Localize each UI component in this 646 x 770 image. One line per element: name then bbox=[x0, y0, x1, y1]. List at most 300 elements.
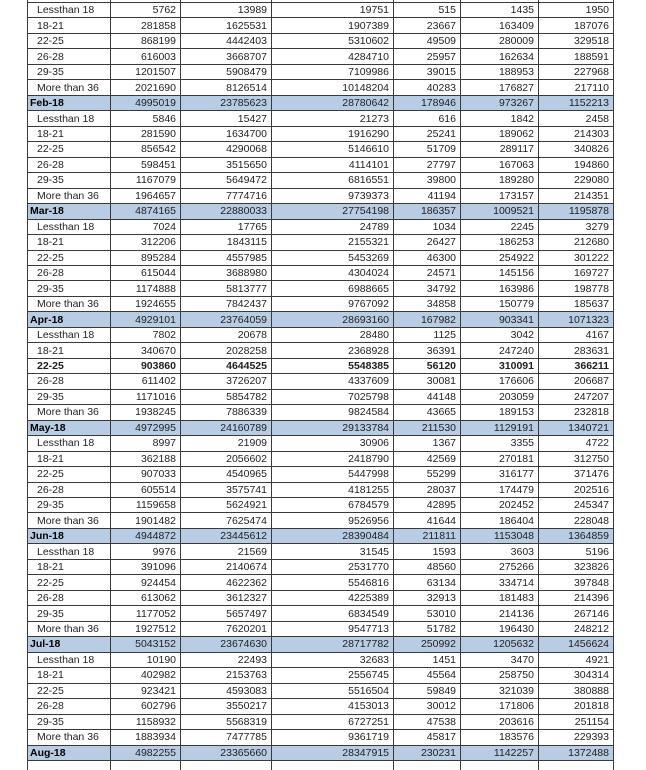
value-cell[interactable]: 7842437 bbox=[181, 297, 272, 312]
value-cell[interactable]: 30012 bbox=[394, 699, 461, 714]
value-cell[interactable]: 2245 bbox=[461, 220, 539, 235]
value-cell[interactable]: 171806 bbox=[461, 699, 539, 714]
row-label-cell[interactable]: Apr-18 bbox=[27, 312, 111, 327]
value-cell[interactable]: 6834549 bbox=[272, 606, 394, 621]
value-cell[interactable]: 6784579 bbox=[272, 498, 394, 513]
value-cell[interactable]: 1593 bbox=[394, 544, 461, 559]
value-cell[interactable]: 1938245 bbox=[111, 405, 181, 420]
value-cell[interactable]: 6727251 bbox=[272, 715, 394, 730]
value-cell[interactable]: 903860 bbox=[111, 359, 181, 374]
value-cell[interactable]: 5546816 bbox=[272, 575, 394, 590]
value-cell[interactable]: 4972995 bbox=[111, 421, 181, 436]
value-cell[interactable]: 7886339 bbox=[181, 405, 272, 420]
value-cell[interactable]: 63134 bbox=[394, 575, 461, 590]
value-cell[interactable]: 1924655 bbox=[111, 297, 181, 312]
value-cell[interactable]: 167982 bbox=[394, 312, 461, 327]
value-cell[interactable]: 5813777 bbox=[181, 281, 272, 296]
value-cell[interactable]: 22880033 bbox=[181, 204, 272, 219]
value-cell[interactable]: 281590 bbox=[111, 127, 181, 142]
value-cell[interactable]: 3042 bbox=[461, 328, 539, 343]
value-cell[interactable]: 1201507 bbox=[111, 65, 181, 80]
value-cell[interactable]: 4644525 bbox=[181, 359, 272, 374]
value-cell[interactable]: 4921 bbox=[539, 653, 614, 668]
row-label-cell[interactable] bbox=[27, 761, 111, 770]
value-cell[interactable]: 1435 bbox=[461, 3, 539, 18]
value-cell[interactable]: 1153048 bbox=[461, 529, 539, 544]
value-cell[interactable]: 1883934 bbox=[111, 730, 181, 745]
value-cell[interactable]: 4982255 bbox=[111, 746, 181, 761]
value-cell[interactable]: 1159658 bbox=[111, 498, 181, 513]
value-cell[interactable]: 2556745 bbox=[272, 668, 394, 683]
value-cell[interactable]: 48560 bbox=[394, 560, 461, 575]
value-cell[interactable]: 51782 bbox=[394, 622, 461, 637]
value-cell[interactable]: 28390484 bbox=[272, 529, 394, 544]
value-cell[interactable]: 24789 bbox=[272, 220, 394, 235]
value-cell[interactable]: 598451 bbox=[111, 158, 181, 173]
value-cell[interactable]: 280009 bbox=[461, 34, 539, 49]
value-cell[interactable]: 973267 bbox=[461, 96, 539, 111]
value-cell[interactable]: 254922 bbox=[461, 251, 539, 266]
value-cell[interactable]: 4722 bbox=[539, 436, 614, 451]
value-cell[interactable]: 23667 bbox=[394, 18, 461, 33]
value-cell[interactable]: 214303 bbox=[539, 127, 614, 142]
row-label-cell[interactable]: 26-28 bbox=[27, 49, 111, 64]
value-cell[interactable]: 20678 bbox=[181, 328, 272, 343]
value-cell[interactable]: 611402 bbox=[111, 374, 181, 389]
value-cell[interactable]: 391096 bbox=[111, 560, 181, 575]
value-cell[interactable]: 5196 bbox=[539, 544, 614, 559]
row-label-cell[interactable]: 18-21 bbox=[27, 127, 111, 142]
value-cell[interactable]: 230231 bbox=[394, 746, 461, 761]
value-cell[interactable]: 312206 bbox=[111, 235, 181, 250]
value-cell[interactable]: 4304024 bbox=[272, 266, 394, 281]
value-cell[interactable]: 162634 bbox=[461, 49, 539, 64]
value-cell[interactable]: 310091 bbox=[461, 359, 539, 374]
value-cell[interactable]: 214396 bbox=[539, 591, 614, 606]
row-label-cell[interactable]: 18-21 bbox=[27, 18, 111, 33]
row-label-cell[interactable]: 29-35 bbox=[27, 606, 111, 621]
row-label-cell[interactable]: 22-25 bbox=[27, 684, 111, 699]
value-cell[interactable]: 46300 bbox=[394, 251, 461, 266]
value-cell[interactable]: 188591 bbox=[539, 49, 614, 64]
value-cell[interactable]: 32913 bbox=[394, 591, 461, 606]
value-cell[interactable]: 189153 bbox=[461, 405, 539, 420]
value-cell[interactable]: 4181255 bbox=[272, 483, 394, 498]
value-cell[interactable]: 316177 bbox=[461, 467, 539, 482]
value-cell[interactable]: 25241 bbox=[394, 127, 461, 142]
row-label-cell[interactable]: 29-35 bbox=[27, 498, 111, 513]
value-cell[interactable]: 31545 bbox=[272, 544, 394, 559]
value-cell[interactable]: 4593083 bbox=[181, 684, 272, 699]
row-label-cell[interactable]: Lessthan 18 bbox=[27, 111, 111, 126]
value-cell[interactable] bbox=[394, 761, 461, 770]
value-cell[interactable]: 41644 bbox=[394, 513, 461, 528]
value-cell[interactable]: 176606 bbox=[461, 374, 539, 389]
value-cell[interactable]: 53010 bbox=[394, 606, 461, 621]
value-cell[interactable]: 1927512 bbox=[111, 622, 181, 637]
row-label-cell[interactable]: Lessthan 18 bbox=[27, 3, 111, 18]
value-cell[interactable]: 19751 bbox=[272, 3, 394, 18]
value-cell[interactable]: 289117 bbox=[461, 142, 539, 157]
value-cell[interactable]: 2531770 bbox=[272, 560, 394, 575]
row-label-cell[interactable]: More than 36 bbox=[27, 513, 111, 528]
value-cell[interactable]: 194860 bbox=[539, 158, 614, 173]
row-label-cell[interactable]: Jul-18 bbox=[27, 637, 111, 652]
value-cell[interactable]: 9526956 bbox=[272, 513, 394, 528]
value-cell[interactable]: 301222 bbox=[539, 251, 614, 266]
row-label-cell[interactable]: Lessthan 18 bbox=[27, 653, 111, 668]
value-cell[interactable]: 178946 bbox=[394, 96, 461, 111]
value-cell[interactable]: 5657497 bbox=[181, 606, 272, 621]
value-cell[interactable]: 203616 bbox=[461, 715, 539, 730]
value-cell[interactable]: 323826 bbox=[539, 560, 614, 575]
value-cell[interactable]: 44148 bbox=[394, 390, 461, 405]
value-cell[interactable]: 214351 bbox=[539, 189, 614, 204]
value-cell[interactable]: 7109986 bbox=[272, 65, 394, 80]
value-cell[interactable]: 163986 bbox=[461, 281, 539, 296]
row-label-cell[interactable]: Mar-18 bbox=[27, 204, 111, 219]
value-cell[interactable]: 3668707 bbox=[181, 49, 272, 64]
value-cell[interactable]: 4167 bbox=[539, 328, 614, 343]
value-cell[interactable]: 163409 bbox=[461, 18, 539, 33]
value-cell[interactable]: 1634700 bbox=[181, 127, 272, 142]
value-cell[interactable]: 1174888 bbox=[111, 281, 181, 296]
value-cell[interactable]: 28480 bbox=[272, 328, 394, 343]
value-cell[interactable]: 1177052 bbox=[111, 606, 181, 621]
value-cell[interactable]: 7477785 bbox=[181, 730, 272, 745]
value-cell[interactable]: 28693160 bbox=[272, 312, 394, 327]
value-cell[interactable]: 329518 bbox=[539, 34, 614, 49]
value-cell[interactable]: 245347 bbox=[539, 498, 614, 513]
value-cell[interactable]: 4995019 bbox=[111, 96, 181, 111]
row-label-cell[interactable]: 22-25 bbox=[27, 359, 111, 374]
value-cell[interactable]: 380888 bbox=[539, 684, 614, 699]
value-cell[interactable] bbox=[461, 761, 539, 770]
value-cell[interactable]: 186404 bbox=[461, 513, 539, 528]
row-label-cell[interactable]: Aug-18 bbox=[27, 746, 111, 761]
value-cell[interactable]: 28780642 bbox=[272, 96, 394, 111]
value-cell[interactable]: 228048 bbox=[539, 513, 614, 528]
value-cell[interactable]: 4442403 bbox=[181, 34, 272, 49]
value-cell[interactable]: 5548385 bbox=[272, 359, 394, 374]
value-cell[interactable]: 1842 bbox=[461, 111, 539, 126]
value-cell[interactable]: 1367 bbox=[394, 436, 461, 451]
value-cell[interactable]: 312750 bbox=[539, 452, 614, 467]
value-cell[interactable]: 42569 bbox=[394, 452, 461, 467]
value-cell[interactable]: 1129191 bbox=[461, 421, 539, 436]
value-cell[interactable]: 4929101 bbox=[111, 312, 181, 327]
row-label-cell[interactable]: More than 36 bbox=[27, 405, 111, 420]
value-cell[interactable]: 7802 bbox=[111, 328, 181, 343]
value-cell[interactable]: 9361719 bbox=[272, 730, 394, 745]
value-cell[interactable]: 188953 bbox=[461, 65, 539, 80]
value-cell[interactable]: 23674630 bbox=[181, 637, 272, 652]
value-cell[interactable]: 1451 bbox=[394, 653, 461, 668]
row-label-cell[interactable]: 29-35 bbox=[27, 173, 111, 188]
value-cell[interactable]: 189062 bbox=[461, 127, 539, 142]
value-cell[interactable]: 17765 bbox=[181, 220, 272, 235]
value-cell[interactable]: 15427 bbox=[181, 111, 272, 126]
value-cell[interactable]: 232818 bbox=[539, 405, 614, 420]
value-cell[interactable]: 1195878 bbox=[539, 204, 614, 219]
value-cell[interactable]: 2368928 bbox=[272, 343, 394, 358]
row-label-cell[interactable]: More than 36 bbox=[27, 622, 111, 637]
value-cell[interactable]: 3515650 bbox=[181, 158, 272, 173]
value-cell[interactable]: 1142257 bbox=[461, 746, 539, 761]
value-cell[interactable]: 9824584 bbox=[272, 405, 394, 420]
value-cell[interactable]: 907033 bbox=[111, 467, 181, 482]
value-cell[interactable]: 4284710 bbox=[272, 49, 394, 64]
value-cell[interactable]: 45817 bbox=[394, 730, 461, 745]
value-cell[interactable]: 28717782 bbox=[272, 637, 394, 652]
value-cell[interactable]: 5146610 bbox=[272, 142, 394, 157]
value-cell[interactable]: 173157 bbox=[461, 189, 539, 204]
value-cell[interactable]: 1152213 bbox=[539, 96, 614, 111]
value-cell[interactable]: 39015 bbox=[394, 65, 461, 80]
value-cell[interactable]: 1158932 bbox=[111, 715, 181, 730]
value-cell[interactable]: 2140674 bbox=[181, 560, 272, 575]
row-label-cell[interactable]: 26-28 bbox=[27, 158, 111, 173]
value-cell[interactable]: 2021690 bbox=[111, 80, 181, 95]
value-cell[interactable]: 27797 bbox=[394, 158, 461, 173]
value-cell[interactable]: 1205632 bbox=[461, 637, 539, 652]
value-cell[interactable]: 251154 bbox=[539, 715, 614, 730]
value-cell[interactable]: 4944872 bbox=[111, 529, 181, 544]
value-cell[interactable]: 21273 bbox=[272, 111, 394, 126]
value-cell[interactable]: 3603 bbox=[461, 544, 539, 559]
value-cell[interactable]: 340670 bbox=[111, 343, 181, 358]
value-cell[interactable]: 8997 bbox=[111, 436, 181, 451]
value-cell[interactable]: 856542 bbox=[111, 142, 181, 157]
value-cell[interactable]: 43665 bbox=[394, 405, 461, 420]
value-cell[interactable]: 3470 bbox=[461, 653, 539, 668]
value-cell[interactable]: 895284 bbox=[111, 251, 181, 266]
value-cell[interactable]: 267146 bbox=[539, 606, 614, 621]
row-label-cell[interactable]: 26-28 bbox=[27, 483, 111, 498]
value-cell[interactable]: 515 bbox=[394, 3, 461, 18]
value-cell[interactable]: 247207 bbox=[539, 390, 614, 405]
value-cell[interactable] bbox=[539, 761, 614, 770]
value-cell[interactable]: 10148204 bbox=[272, 80, 394, 95]
value-cell[interactable]: 9976 bbox=[111, 544, 181, 559]
value-cell[interactable]: 1916290 bbox=[272, 127, 394, 142]
row-label-cell[interactable]: Feb-18 bbox=[27, 96, 111, 111]
value-cell[interactable]: 28347915 bbox=[272, 746, 394, 761]
value-cell[interactable]: 5043152 bbox=[111, 637, 181, 652]
value-cell[interactable]: 198778 bbox=[539, 281, 614, 296]
value-cell[interactable]: 1340721 bbox=[539, 421, 614, 436]
value-cell[interactable]: 868199 bbox=[111, 34, 181, 49]
value-cell[interactable]: 202452 bbox=[461, 498, 539, 513]
row-label-cell[interactable]: Lessthan 18 bbox=[27, 436, 111, 451]
value-cell[interactable]: 39800 bbox=[394, 173, 461, 188]
value-cell[interactable]: 2458 bbox=[539, 111, 614, 126]
value-cell[interactable]: 3575741 bbox=[181, 483, 272, 498]
value-cell[interactable]: 5762 bbox=[111, 3, 181, 18]
row-label-cell[interactable]: May-18 bbox=[27, 421, 111, 436]
value-cell[interactable]: 21569 bbox=[181, 544, 272, 559]
row-label-cell[interactable]: More than 36 bbox=[27, 80, 111, 95]
value-cell[interactable]: 2153763 bbox=[181, 668, 272, 683]
row-label-cell[interactable]: 18-21 bbox=[27, 343, 111, 358]
value-cell[interactable]: 5447998 bbox=[272, 467, 394, 482]
value-cell[interactable]: 270181 bbox=[461, 452, 539, 467]
value-cell[interactable]: 47538 bbox=[394, 715, 461, 730]
row-label-cell[interactable]: 22-25 bbox=[27, 575, 111, 590]
row-label-cell[interactable]: 26-28 bbox=[27, 266, 111, 281]
value-cell[interactable]: 4337609 bbox=[272, 374, 394, 389]
row-label-cell[interactable]: 26-28 bbox=[27, 374, 111, 389]
value-cell[interactable]: 4557985 bbox=[181, 251, 272, 266]
value-cell[interactable]: 923421 bbox=[111, 684, 181, 699]
value-cell[interactable]: 1843115 bbox=[181, 235, 272, 250]
value-cell[interactable]: 30081 bbox=[394, 374, 461, 389]
value-cell[interactable]: 25957 bbox=[394, 49, 461, 64]
value-cell[interactable]: 59849 bbox=[394, 684, 461, 699]
value-cell[interactable]: 29133784 bbox=[272, 421, 394, 436]
value-cell[interactable]: 1034 bbox=[394, 220, 461, 235]
value-cell[interactable]: 371476 bbox=[539, 467, 614, 482]
value-cell[interactable]: 1364859 bbox=[539, 529, 614, 544]
value-cell[interactable]: 5310602 bbox=[272, 34, 394, 49]
value-cell[interactable]: 402982 bbox=[111, 668, 181, 683]
value-cell[interactable]: 167063 bbox=[461, 158, 539, 173]
value-cell[interactable]: 283631 bbox=[539, 343, 614, 358]
value-cell[interactable]: 304314 bbox=[539, 668, 614, 683]
row-label-cell[interactable]: Lessthan 18 bbox=[27, 220, 111, 235]
value-cell[interactable]: 212680 bbox=[539, 235, 614, 250]
value-cell[interactable]: 40283 bbox=[394, 80, 461, 95]
value-cell[interactable]: 248212 bbox=[539, 622, 614, 637]
row-label-cell[interactable]: Lessthan 18 bbox=[27, 544, 111, 559]
value-cell[interactable]: 616 bbox=[394, 111, 461, 126]
row-label-cell[interactable]: 18-21 bbox=[27, 452, 111, 467]
value-cell[interactable]: 145156 bbox=[461, 266, 539, 281]
row-label-cell[interactable]: Lessthan 18 bbox=[27, 328, 111, 343]
value-cell[interactable] bbox=[111, 761, 181, 770]
row-label-cell[interactable]: 18-21 bbox=[27, 560, 111, 575]
value-cell[interactable]: 28037 bbox=[394, 483, 461, 498]
value-cell[interactable]: 4874165 bbox=[111, 204, 181, 219]
row-label-cell[interactable]: 22-25 bbox=[27, 467, 111, 482]
value-cell[interactable]: 5908479 bbox=[181, 65, 272, 80]
row-label-cell[interactable]: 22-25 bbox=[27, 142, 111, 157]
value-cell[interactable]: 211811 bbox=[394, 529, 461, 544]
value-cell[interactable]: 51709 bbox=[394, 142, 461, 157]
value-cell[interactable]: 1456624 bbox=[539, 637, 614, 652]
value-cell[interactable] bbox=[272, 761, 394, 770]
value-cell[interactable]: 23365660 bbox=[181, 746, 272, 761]
value-cell[interactable]: 56120 bbox=[394, 359, 461, 374]
row-label-cell[interactable]: More than 36 bbox=[27, 297, 111, 312]
value-cell[interactable]: 3688980 bbox=[181, 266, 272, 281]
value-cell[interactable]: 186253 bbox=[461, 235, 539, 250]
value-cell[interactable]: 49509 bbox=[394, 34, 461, 49]
value-cell[interactable]: 34858 bbox=[394, 297, 461, 312]
value-cell[interactable]: 275266 bbox=[461, 560, 539, 575]
value-cell[interactable]: 45564 bbox=[394, 668, 461, 683]
row-label-cell[interactable]: Jun-18 bbox=[27, 529, 111, 544]
value-cell[interactable]: 4540965 bbox=[181, 467, 272, 482]
value-cell[interactable]: 203059 bbox=[461, 390, 539, 405]
value-cell[interactable]: 5649472 bbox=[181, 173, 272, 188]
row-label-cell[interactable]: 26-28 bbox=[27, 591, 111, 606]
value-cell[interactable]: 903341 bbox=[461, 312, 539, 327]
value-cell[interactable]: 201818 bbox=[539, 699, 614, 714]
value-cell[interactable]: 7024 bbox=[111, 220, 181, 235]
value-cell[interactable]: 1125 bbox=[394, 328, 461, 343]
value-cell[interactable]: 9767092 bbox=[272, 297, 394, 312]
value-cell[interactable]: 6988665 bbox=[272, 281, 394, 296]
value-cell[interactable]: 23764059 bbox=[181, 312, 272, 327]
value-cell[interactable]: 3726207 bbox=[181, 374, 272, 389]
row-label-cell[interactable]: 22-25 bbox=[27, 34, 111, 49]
value-cell[interactable]: 24160789 bbox=[181, 421, 272, 436]
value-cell[interactable]: 5854782 bbox=[181, 390, 272, 405]
value-cell[interactable]: 30906 bbox=[272, 436, 394, 451]
value-cell[interactable]: 10190 bbox=[111, 653, 181, 668]
value-cell[interactable]: 227968 bbox=[539, 65, 614, 80]
value-cell[interactable]: 605514 bbox=[111, 483, 181, 498]
value-cell[interactable]: 4290068 bbox=[181, 142, 272, 157]
value-cell[interactable]: 615044 bbox=[111, 266, 181, 281]
row-label-cell[interactable]: 18-21 bbox=[27, 668, 111, 683]
value-cell[interactable]: 3355 bbox=[461, 436, 539, 451]
value-cell[interactable]: 13989 bbox=[181, 3, 272, 18]
value-cell[interactable]: 1964657 bbox=[111, 189, 181, 204]
value-cell[interactable]: 150779 bbox=[461, 297, 539, 312]
value-cell[interactable]: 206687 bbox=[539, 374, 614, 389]
value-cell[interactable]: 397848 bbox=[539, 575, 614, 590]
value-cell[interactable]: 3279 bbox=[539, 220, 614, 235]
value-cell[interactable]: 1009521 bbox=[461, 204, 539, 219]
value-cell[interactable]: 340826 bbox=[539, 142, 614, 157]
value-cell[interactable]: 174479 bbox=[461, 483, 539, 498]
value-cell[interactable]: 7625474 bbox=[181, 513, 272, 528]
row-label-cell[interactable]: 18-21 bbox=[27, 235, 111, 250]
value-cell[interactable]: 36391 bbox=[394, 343, 461, 358]
value-cell[interactable]: 924454 bbox=[111, 575, 181, 590]
value-cell[interactable]: 196430 bbox=[461, 622, 539, 637]
value-cell[interactable]: 34792 bbox=[394, 281, 461, 296]
row-label-cell[interactable]: 26-28 bbox=[27, 699, 111, 714]
value-cell[interactable]: 41194 bbox=[394, 189, 461, 204]
value-cell[interactable] bbox=[181, 761, 272, 770]
value-cell[interactable]: 1950 bbox=[539, 3, 614, 18]
row-label-cell[interactable]: More than 36 bbox=[27, 189, 111, 204]
value-cell[interactable]: 6816551 bbox=[272, 173, 394, 188]
value-cell[interactable]: 258750 bbox=[461, 668, 539, 683]
value-cell[interactable]: 250992 bbox=[394, 637, 461, 652]
value-cell[interactable]: 27754198 bbox=[272, 204, 394, 219]
value-cell[interactable]: 1071323 bbox=[539, 312, 614, 327]
value-cell[interactable]: 229080 bbox=[539, 173, 614, 188]
value-cell[interactable]: 366211 bbox=[539, 359, 614, 374]
row-label-cell[interactable]: 29-35 bbox=[27, 281, 111, 296]
value-cell[interactable]: 21909 bbox=[181, 436, 272, 451]
value-cell[interactable]: 187076 bbox=[539, 18, 614, 33]
value-cell[interactable]: 211530 bbox=[394, 421, 461, 436]
value-cell[interactable]: 176827 bbox=[461, 80, 539, 95]
value-cell[interactable]: 2155321 bbox=[272, 235, 394, 250]
value-cell[interactable]: 321039 bbox=[461, 684, 539, 699]
value-cell[interactable]: 9547713 bbox=[272, 622, 394, 637]
value-cell[interactable]: 5516504 bbox=[272, 684, 394, 699]
value-cell[interactable]: 4225389 bbox=[272, 591, 394, 606]
value-cell[interactable]: 281858 bbox=[111, 18, 181, 33]
value-cell[interactable]: 7774716 bbox=[181, 189, 272, 204]
value-cell[interactable]: 24571 bbox=[394, 266, 461, 281]
